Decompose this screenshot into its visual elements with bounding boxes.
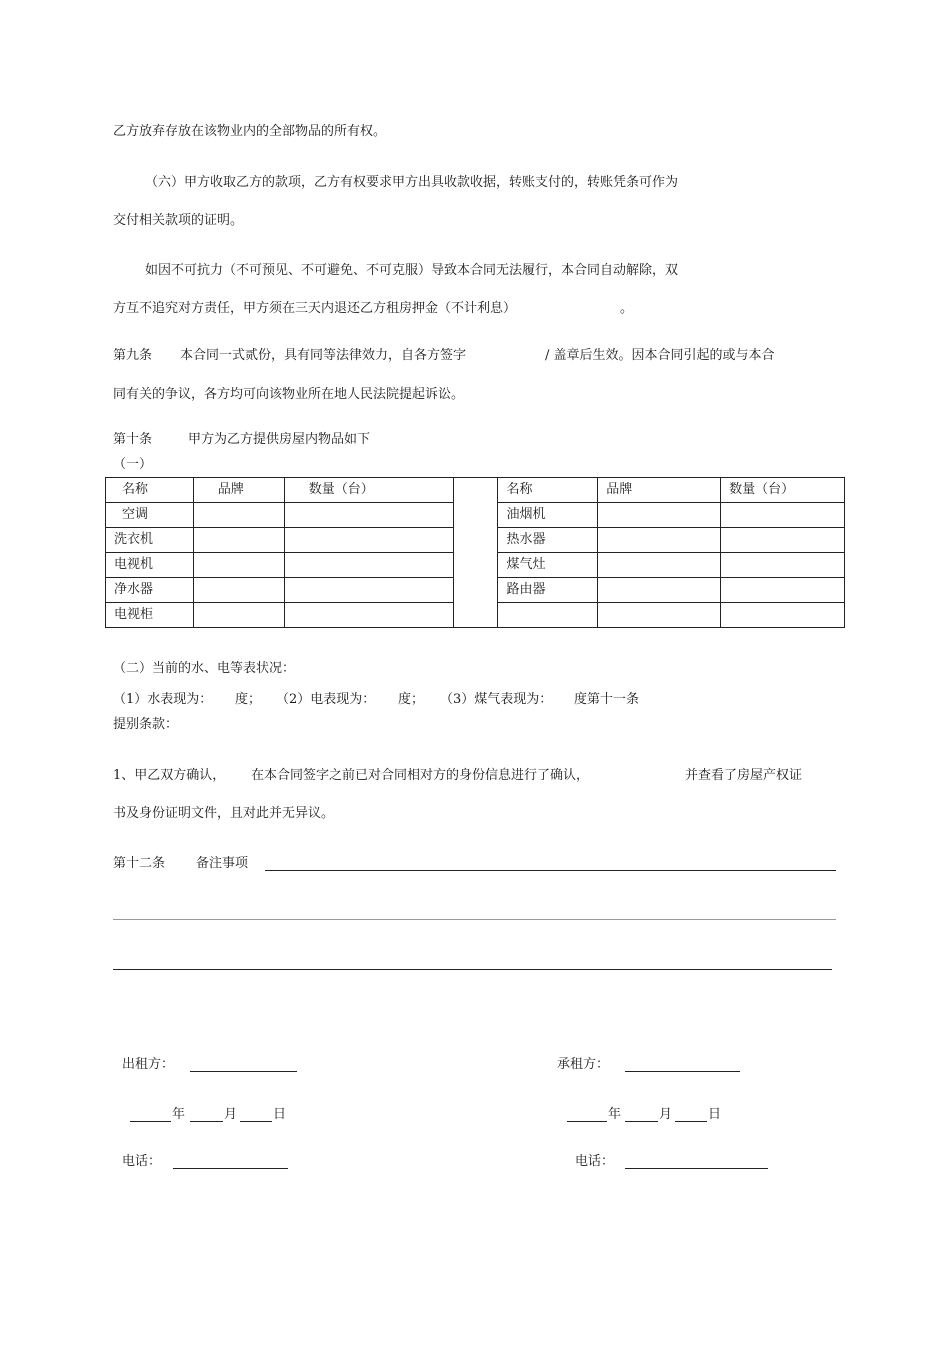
- lessor-day-label: 日: [273, 1107, 287, 1122]
- lessee-day-blank[interactable]: [675, 1121, 707, 1122]
- remarks-line-1[interactable]: [265, 870, 836, 871]
- item-name-right: 热水器: [498, 528, 598, 553]
- item-name: 电视机: [106, 553, 194, 578]
- item-brand: [193, 603, 284, 628]
- item-brand-right: [598, 503, 721, 528]
- table-divider-column: [453, 478, 498, 628]
- clause-one-b: 在本合同签字之前已对合同相对方的身份信息进行了确认，: [251, 768, 590, 783]
- lessee-year-blank[interactable]: [567, 1121, 607, 1122]
- item-name-right: 煤气灶: [498, 553, 598, 578]
- item-brand-right: [598, 528, 721, 553]
- header-quantity-right: 数量（台）: [721, 478, 845, 503]
- item-name: 电视柜: [106, 603, 194, 628]
- subsection-one: （一）: [113, 457, 153, 472]
- article-nine-text-a: 本合同一式贰份，具有同等法律效力，自各方签字: [180, 348, 467, 363]
- remarks-line-3[interactable]: [113, 969, 832, 970]
- remarks-line-2[interactable]: [113, 919, 836, 920]
- gas-meter-unit-article-eleven: 度第十一条: [574, 692, 640, 707]
- item-quantity: [284, 603, 453, 628]
- table-header-row: [106, 478, 845, 503]
- clause-one-c: 并查看了房屋产权证: [685, 768, 803, 783]
- item-brand-right: [598, 553, 721, 578]
- article-ten-label: 第十条: [113, 432, 153, 447]
- item-name: 洗衣机: [106, 528, 194, 553]
- lessor-day-blank[interactable]: [240, 1121, 272, 1122]
- item-name: 空调: [106, 503, 194, 528]
- lessee-signature-line[interactable]: [625, 1071, 740, 1072]
- lessee-year-label: 年: [608, 1107, 622, 1122]
- item-quantity-right: [721, 528, 845, 553]
- article-nine-line2: 同有关的争议，各方均可向该物业所在地人民法院提起诉讼。: [113, 387, 465, 402]
- header-quantity: 数量（台）: [284, 478, 453, 503]
- item-quantity-right: [721, 603, 845, 628]
- header-name-right: 名称: [498, 478, 598, 503]
- lessor-year-label: 年: [172, 1107, 186, 1122]
- item-quantity: [284, 503, 453, 528]
- article-twelve-label: 第十二条: [113, 856, 166, 871]
- header-brand-right: 品牌: [598, 478, 721, 503]
- lessee-month-label: 月: [659, 1107, 673, 1122]
- force-majeure-line2: 方互不追究对方责任，甲方须在三天内退还乙方租房押金（不计利息）: [113, 301, 517, 316]
- item-name: 净水器: [106, 578, 194, 603]
- lessee-phone-line[interactable]: [625, 1168, 768, 1169]
- item-name-right: 油烟机: [498, 503, 598, 528]
- item-name-right: 路由器: [498, 578, 598, 603]
- item-quantity: [284, 553, 453, 578]
- article-nine-text-b: / 盖章后生效。因本合同引起的或与本合: [545, 348, 775, 363]
- paragraph-ownership: 乙方放弃存放在该物业内的全部物品的所有权。: [113, 124, 387, 139]
- header-brand: 品牌: [193, 478, 284, 503]
- article-ten-text: 甲方为乙方提供房屋内物品如下: [188, 432, 371, 447]
- lessee-month-blank[interactable]: [625, 1121, 658, 1122]
- header-name: 名称: [106, 478, 194, 503]
- water-meter-unit: 度；: [235, 692, 262, 707]
- lessor-signature-line[interactable]: [190, 1071, 297, 1072]
- lessee-day-label: 日: [708, 1107, 722, 1122]
- lessor-phone-label: 电话：: [122, 1154, 162, 1169]
- subsection-two: （二）当前的水、电等表状况：: [113, 661, 296, 676]
- item-brand: [193, 578, 284, 603]
- clause-one-a: 1、甲乙双方确认，: [113, 768, 226, 783]
- lessor-label: 出租方：: [122, 1057, 175, 1072]
- lessor-month-blank[interactable]: [190, 1121, 223, 1122]
- lessor-year-blank[interactable]: [130, 1121, 171, 1122]
- lessee-label: 承租方：: [557, 1057, 610, 1072]
- special-clauses-heading: 提别条款：: [113, 717, 179, 732]
- item-brand: [193, 553, 284, 578]
- water-meter-label: （1）水表现为：: [113, 692, 213, 707]
- item-quantity-right: [721, 553, 845, 578]
- item-brand: [193, 503, 284, 528]
- item-quantity: [284, 578, 453, 603]
- force-majeure-line1: 如因不可抗力（不可预见、不可避免、不可克服）导致本合同无法履行，本合同自动解除，双: [145, 263, 679, 278]
- lessor-phone-line[interactable]: [173, 1168, 288, 1169]
- household-items-table: [105, 477, 845, 628]
- item-quantity-right: [721, 578, 845, 603]
- clause-one-line2: 书及身份证明文件，且对此并无异议。: [113, 806, 335, 821]
- item-quantity: [284, 528, 453, 553]
- item-name-right: [498, 603, 598, 628]
- item-quantity-right: [721, 503, 845, 528]
- clause-six-line2: 交付相关款项的证明。: [113, 213, 244, 228]
- electric-meter-label: （2）电表现为：: [276, 692, 376, 707]
- item-brand: [193, 528, 284, 553]
- force-majeure-period: 。: [620, 301, 634, 316]
- gas-meter-label: （3）煤气表现为：: [440, 692, 553, 707]
- electric-meter-unit: 度；: [398, 692, 425, 707]
- lessor-month-label: 月: [224, 1107, 238, 1122]
- item-brand-right: [598, 578, 721, 603]
- lessee-phone-label: 电话：: [575, 1154, 615, 1169]
- clause-six-line1: （六）甲方收取乙方的款项，乙方有权要求甲方出具收款收据，转账支付的，转账凭条可作为: [145, 175, 679, 190]
- article-twelve-text: 备注事项: [196, 856, 249, 871]
- article-nine-label: 第九条: [113, 348, 153, 363]
- item-brand-right: [598, 603, 721, 628]
